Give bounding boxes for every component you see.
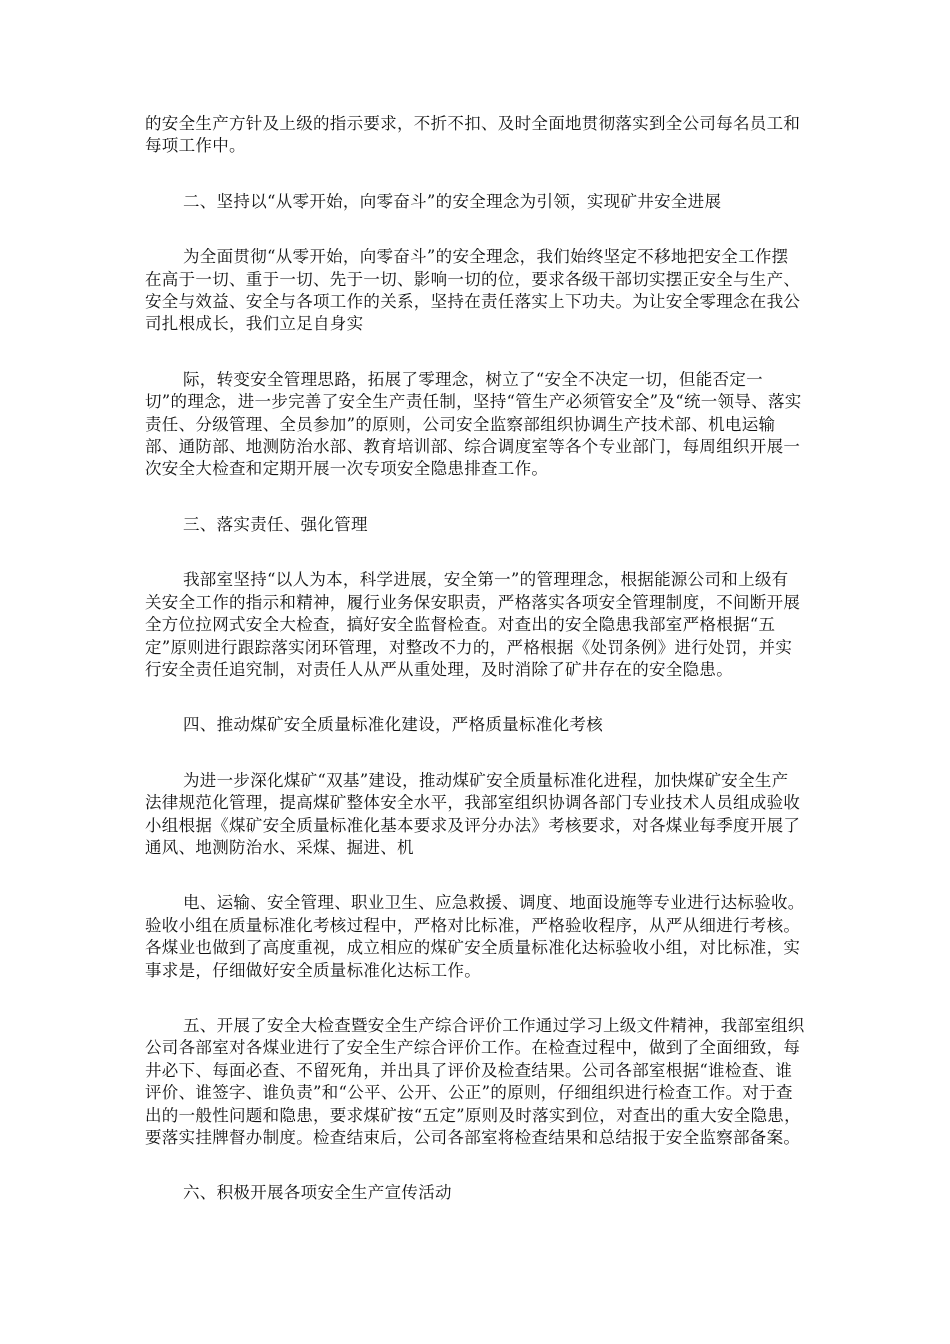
- paragraph-continuation: 的安全生产方针及上级的指示要求，不折不扣、及时全面地贯彻落实到全公司每名员工和每项工作中。: [145, 114, 801, 156]
- section-heading-3: 三、落实责任、强化管理: [183, 514, 368, 534]
- document-body: [145, 113, 805, 1238]
- paragraph-responsibility-system: 际，转变安全管理思路，拓展了零理念，树立了“安全不决定一切，但能否定一切”的理念，进一步完善了安全生产责任制，坚持“管生产必须管安全”及“统一领导、落实责任、分级管理、全员参加”的原则，公司安全监察部组织协调生产技术部、机电运输部、通防部、地测防治水部、教育培训部、综合调度室等各个专业部门，每周组织开展一次安全大检查和定期开展一次专项安全隐患排查工作。: [145, 369, 802, 479]
- paragraph-management: 我部室坚持“以人为本，科学进展，安全第一”的管理理念，根据能源公司和上级有关安全工作的指示和精神，履行业务保安职责，严格落实各项安全管理制度，不间断开展全方位拉网式安全大检查，搞好安全监督检查。对查出的安全隐患我部室严格根据“五定”原则进行跟踪落实闭环管理，对整改不力的，严格根据《处罚条例》进行处罚，并实行安全责任追究制，对责任人从严从重处理，及时消除了矿井存在的安全隐患。: [145, 570, 801, 679]
- section-heading-6: 六、积极开展各项安全生产宣传活动: [183, 1183, 452, 1203]
- paragraph-comprehensive-evaluation: 五、开展了安全大检查暨安全生产综合评价工作通过学习上级文件精神，我部室组织公司各部室对各煤业进行了安全生产综合评价工作。在检查过程中，做到了全面细致，每井必下、每面必查、不留死角，并出具了评价及检查结果。公司各部室根据“谁检查、谁评价、谁签字、谁负责”和“公平、公开、公正”的原则，仔细组织进行检查工作。对于查出的一般性问题和隐患，要求煤矿按“五定”原则及时落实到位，对查出的重大安全隐患，要落实挂牌督办制度。检查结束后，公司各部室将检查结果和总结报于安全监察部备案。: [145, 1015, 805, 1147]
- paragraph-zero-concept: 为全面贯彻“从零开始，向零奋斗”的安全理念，我们始终坚定不移地把安全工作摆在高于一切、重于一切、先于一切、影响一切的位，要求各级干部切实摆正安全与生产、安全与效益、安全与各项工作的关系，坚持在责任落实上下功夫。为让安全零理念在我公司扎根成长，我们立足自身实: [145, 247, 801, 334]
- section-heading-4: 四、推动煤矿安全质量标准化建设，严格质量标准化考核: [183, 715, 603, 735]
- paragraph-acceptance-check: 电、运输、安全管理、职业卫生、应急救援、调度、地面设施等专业进行达标验收。验收小组在质量标准化考核过程中，严格对比标准，严格验收程序，从严从细进行考核。各煤业也做到了高度重视，成立相应的煤矿安全质量标准化达标验收小组，对比标准，实事求是，仔细做好安全质量标准化达标工作。: [145, 893, 805, 980]
- section-heading-2: 二、坚持以“从零开始，向零奋斗”的安全理念为引领，实现矿井安全进展: [183, 191, 722, 211]
- paragraph-standardization: 为进一步深化煤矿“双基”建设，推动煤矿安全质量标准化进程，加快煤矿安全生产法律规范化管理，提高煤矿整体安全水平，我部室组织协调各部门专业技术人员组成验收小组根据《煤矿安全质量标准化基本要求及评分办法》考核要求，对各煤业每季度开展了通风、地测防治水、采煤、掘进、机: [145, 770, 801, 857]
